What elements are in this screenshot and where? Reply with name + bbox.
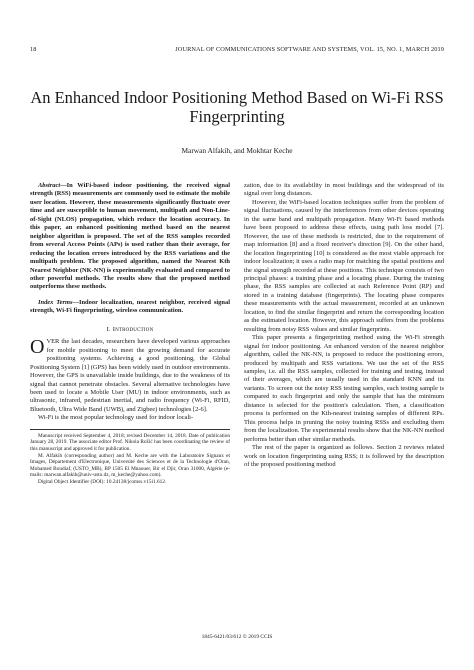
paragraph-continuation: zation, due to its availability in most buildings and the widespread of its signal over long distances. <box>244 182 444 198</box>
right-column <box>244 182 444 469</box>
intro-paragraph-1-text: the last decades, researchers have developed various approaches for mobile positioning to meet the growing demand for accurate positioning systems. Achieving a good positioning, the Global Positioning System [1] (GPS) has been widely used in outdoor environments. However, the GPS is unavailable inside buildings, due to the weakness of its signal that cannot penetrate obstacles. Several alternative technologies have been used to locate a Mobile User (MU) in indoor environments, such as ultrasonic, infrared, pedestrian inertial, and radio frequency (Wi-Fi, RFID, Bluetooth, Ultra Wide Band (UWB), and Zigbee) technologies [2-6]. <box>30 338 230 413</box>
abstract-text: —In WiFi-based indoor positioning, the received signal strength (RSS) measurements are commonly used to estimate the mobile user location. However, these measurements significantly fluctuate over time and are susceptible to human movement, multipath and Non-Line-of-Sight (NLOS) propagation, which reduce the location accuracy. In this paper, an enhanced positioning method based on the nearest neighbor algorithm is proposed. The set of the RSS samples recorded from several Access Points (APs) is used rather than their average, for reducing the location errors introduced by the RSS variations and the multipath problem. The proposed algorithm, named the Nearest Kth Nearest Neighbor (NK-NN) is experimentally evaluated and compared to other powerful methods. The results show that the proposed method outperforms these methods. <box>30 182 230 291</box>
drop-cap: O <box>30 336 45 359</box>
page-number: 18 <box>30 46 37 53</box>
paragraph-contribution: This paper presents a fingerprinting method using the Wi-Fi strength signal for indoor positioning. An enhanced version of the nearest neighbor algorithm, called the NK-NN, is proposed to reduce the positioning errors, produced by multipath and RSS variations. We use the set of the RSS samples, i.e. all the RSS samples, collected for training and testing, instead of their averages, which are usually used in the standard KNN and its variants. To screen out the noisy RSS testing samples, each testing sample is compared to each fingerprint and only the sample that has the minimum distance is selected for the position's calculation. Then, a classification process is performed on the Kth-nearest training samples of different RPs. This process helps in pruning the noisy training RSSs and excluding them from the localization. The experimental results show that the NK-NN method performs better than other similar methods. <box>244 334 444 443</box>
left-column <box>30 182 230 486</box>
journal-citation: JOURNAL OF COMMUNICATIONS SOFTWARE AND SYSTEMS, VOL. 15, NO. 1, MARCH 2019 <box>175 46 444 53</box>
section-title: Introduction <box>112 325 154 333</box>
author-list: Marwan Alfakih, and Mokhtar Keche <box>181 146 293 155</box>
lead-small-caps: VER <box>46 338 60 346</box>
paragraph-organization: The rest of the paper is organized as follows. Section 2 reviews related work on location fingerprinting using RSS; it is followed by the description of the proposed positioning method <box>244 444 444 468</box>
index-terms <box>30 299 230 316</box>
section-heading <box>30 326 230 334</box>
intro-paragraph-2: Wi-Fi is the most popular technology used for indoor locali- <box>38 414 194 422</box>
running-header <box>30 46 444 58</box>
page-footer: 1845-6421/03/612 © 2019 CCIS <box>201 634 273 640</box>
footnote-manuscript: Manuscript received September 4, 2018; revised December 14, 2018. Date of publication January 28, 2019. The associate editor Prof. Nikola Rožić has been coordinating the review of this manuscript and approved it for publication. <box>30 432 230 452</box>
abstract-label: Abstract <box>38 182 61 189</box>
footnote-doi: Digital Object Identifier (DOI): 10.24138/jcomss.v15i1.612. <box>38 478 167 485</box>
index-terms-label: Index Terms <box>38 298 73 306</box>
footnote-affiliation: M. Alfakih (corresponding author) and M. Keche are with the Laboratoire Signaux et Images, Département d'Electronique, Université des Sciences et de la Technologie d'Oran, Mohamed Boudiaf, (USTO_MB), BP 1505 El Mnaouer, Bir el Djir, Oran 31000, Algérie (e-mails: marwan.alfakih@univ-usto.dz, m_keche@yahoo.com). <box>30 452 230 479</box>
paragraph-limitations: However, the WiFi-based location techniques suffer from the problem of signal fluctuations, caused by the interferences from other devices operating in the same band and multipath propagation. Many Wi-Fi based methods have been proposed to address these effects, using path loss model [7]. However, the use of these methods is restricted, due to the requirement of map information [8] and a fixed receiver's direction [9]. On the other hand, the location fingerprinting [10] is considered as the most viable approach for indoor localization; it uses a radio map for matching the spatial positions and the signal strength recorded at these positions. This technique consists of two principal phases: a training phase and a locating phase. During the training phase, the RSS samples are collected at each Reference Point (RP) and stored in a training database (fingerprints). The locating phase compares these measurements with the actual measurement, recorded at an unknown location, to find the similar fingerprint and return the corresponding location as the estimated location. However, this approach suffers from the problems resulting from noisy RSS values and similar fingerprints. <box>244 198 444 333</box>
paper-title: An Enhanced Indoor Positioning Method Based on Wi-Fi RSS Fingerprinting <box>30 88 444 126</box>
intro-paragraph-1 <box>30 338 230 414</box>
section-number: I. <box>106 325 111 333</box>
index-terms-text: —Indoor localization, nearest neighbor, received signal strength, Wi-Fi fingerprinting, wireless communication. <box>30 298 230 315</box>
footnotes <box>30 429 230 486</box>
abstract <box>30 182 230 292</box>
